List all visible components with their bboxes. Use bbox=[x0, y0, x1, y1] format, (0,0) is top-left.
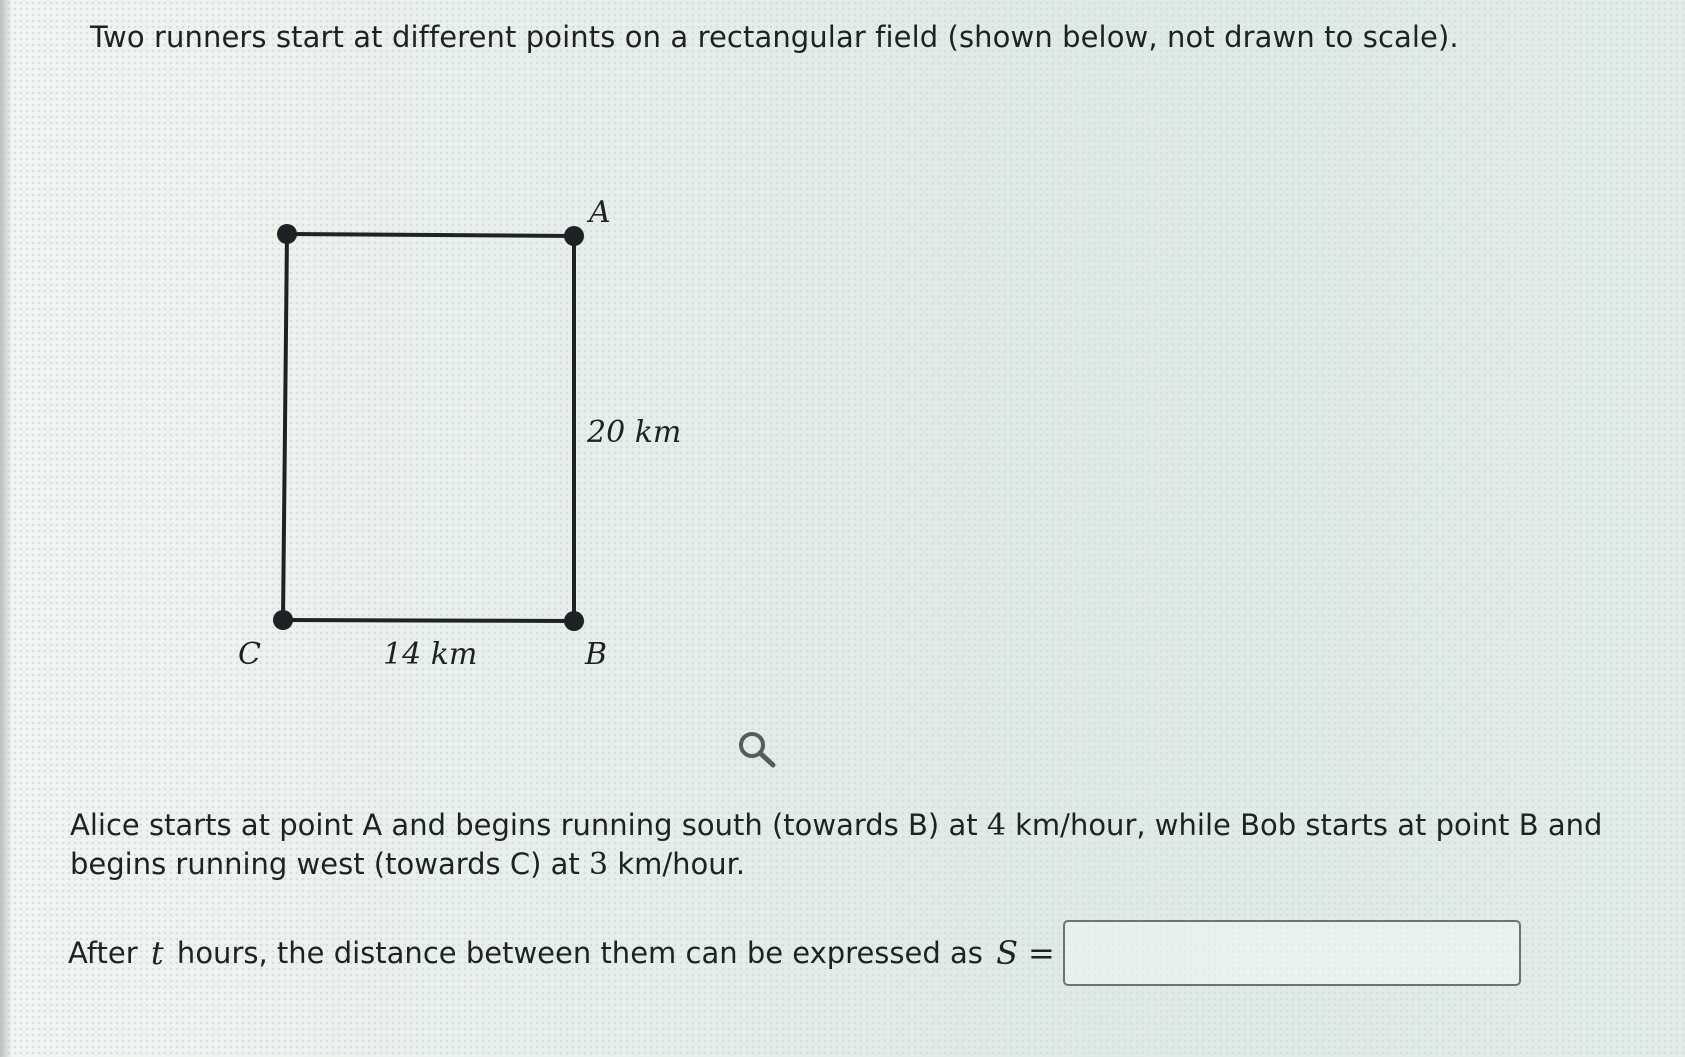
label-c: C bbox=[238, 637, 261, 672]
problem-text-part3: km/hour. bbox=[608, 847, 746, 881]
point-c-dot bbox=[273, 610, 293, 630]
result-variable: S bbox=[996, 934, 1019, 972]
label-b: B bbox=[585, 637, 608, 672]
answer-suffix: hours, the distance between them can be expressed as bbox=[167, 936, 993, 970]
field-edge-left bbox=[283, 234, 287, 620]
problem-statement bbox=[70, 806, 1630, 884]
problem-text-part1: Alice starts at point A and begins running south (towards B) at bbox=[70, 808, 987, 842]
equals-sign: = bbox=[1028, 934, 1055, 972]
alice-speed: 4 bbox=[986, 808, 1006, 843]
magnifier-icon[interactable] bbox=[735, 728, 779, 772]
intro-text: Two runners start at different points on a rectangular field (shown below, not drawn to scale). bbox=[90, 20, 1459, 54]
time-variable: t bbox=[150, 934, 164, 972]
answer-input[interactable] bbox=[1063, 920, 1521, 986]
answer-prefix: After bbox=[68, 936, 147, 970]
point-b-dot bbox=[564, 611, 584, 631]
answer-row bbox=[68, 920, 1521, 986]
point-a-dot bbox=[564, 226, 584, 246]
bottom-length-label: 14 km bbox=[383, 637, 478, 672]
corner-top-left-dot bbox=[277, 224, 297, 244]
label-a: A bbox=[589, 195, 611, 230]
field-edge-top bbox=[287, 234, 574, 236]
side-length-label: 20 km bbox=[587, 415, 682, 450]
bob-speed: 3 bbox=[589, 847, 609, 882]
field-edge-bottom bbox=[283, 620, 574, 621]
problem-text-part2: km/hour, while Bob starts at point B and begins running west (towards C) at bbox=[70, 808, 1603, 881]
